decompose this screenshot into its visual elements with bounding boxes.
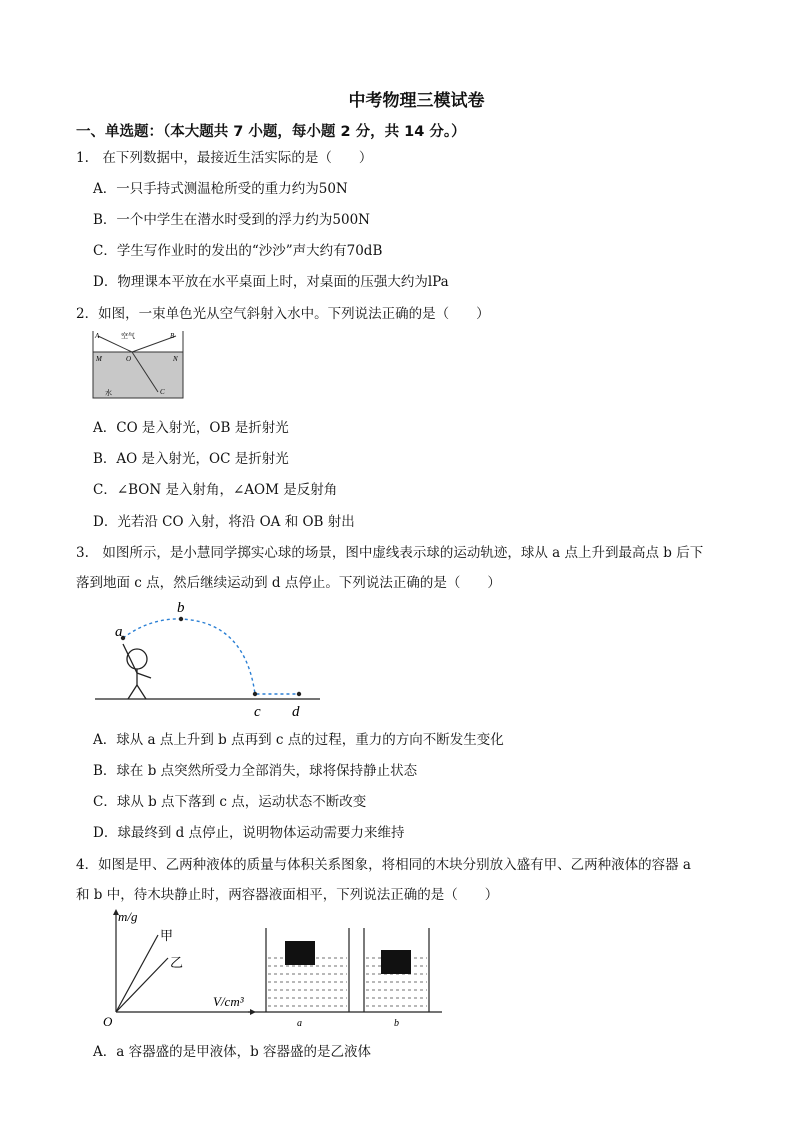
question-3-option-d: D．球最终到 d 点停止，说明物体运动需要力来维持	[93, 825, 405, 841]
label-b: b	[177, 600, 185, 616]
section-heading: 一、单选题：（本大题共 7 小题，每小题 2 分，共 14 分。）	[76, 124, 466, 140]
mass-volume-graph	[100, 905, 260, 1031]
point-b	[179, 617, 183, 621]
label-c: c	[254, 704, 261, 720]
container-b	[364, 928, 429, 1012]
point-c	[253, 692, 257, 696]
label-n: N	[173, 355, 178, 363]
question-3-option-c: C．球从 b 点下落到 c 点，运动状态不断改变	[93, 794, 367, 810]
graph-label-yi: 乙	[170, 955, 184, 970]
label-c: C	[160, 388, 165, 396]
question-4-option-a: A．a 容器盛的是甲液体，b 容器盛的是乙液体	[93, 1044, 372, 1060]
question-1-option-c: C．学生写作业时的发出的“沙沙”声大约有70dB	[93, 243, 383, 259]
wood-block-a	[285, 941, 315, 965]
graph-xlabel: V/cm³	[213, 994, 244, 1009]
question-2-option-b: B．AO 是入射光，OC 是折射光	[93, 451, 289, 467]
question-4-stem-line1: 4．如图是甲、乙两种液体的质量与体积关系图象，将相同的木块分别放入盛有甲、乙两种液体的容器 a	[76, 857, 691, 873]
trajectory-path	[123, 619, 299, 694]
label-b: B	[170, 332, 175, 340]
ball-throw-figure	[95, 600, 335, 720]
graph-label-jia: 甲	[160, 928, 174, 943]
label-m: M	[96, 355, 102, 363]
question-3-option-b: B．球在 b 点突然所受力全部消失，球将保持静止状态	[93, 763, 418, 779]
container-a	[266, 928, 349, 1012]
label-container-b: b	[394, 1018, 399, 1029]
question-4-stem-line2: 和 b 中，待木块静止时，两容器液面相平，下列说法正确的是（ ）	[76, 887, 499, 903]
question-1-option-d: D．物理课本平放在水平桌面上时，对桌面的压强大约为lPa	[93, 274, 449, 290]
question-1-option-b: B．一个中学生在潜水时受到的浮力约为500N	[93, 212, 370, 228]
label-container-a: a	[297, 1018, 302, 1029]
containers-figure	[246, 920, 446, 1030]
label-a: A	[95, 332, 100, 340]
point-d	[297, 692, 301, 696]
question-2-stem: 2．如图，一束单色光从空气斜射入水中。下列说法正确的是（ ）	[76, 306, 490, 322]
label-o: O	[126, 355, 132, 363]
question-1-stem: 1. 在下列数据中，最接近生活实际的是（ ）	[76, 150, 373, 166]
graph-ylabel: m/g	[118, 909, 138, 924]
question-3-option-a: A．球从 a 点上升到 b 点再到 c 点的过程，重力的方向不断发生变化	[93, 732, 504, 748]
page-title: 中考物理三模试卷	[348, 91, 485, 111]
question-3-stem-line1: 3. 如图所示，是小慧同学掷实心球的场景，图中虚线表示球的运动轨迹，球从 a 点上升到最高点 b 后下	[76, 545, 704, 561]
line-jia	[116, 935, 158, 1012]
question-3-stem-line2: 落到地面 c 点，然后继续运动到 d 点停止。下列说法正确的是（ ）	[76, 575, 501, 591]
question-2-option-a: A．CO 是入射光，OB 是折射光	[93, 420, 289, 436]
graph-origin: O	[103, 1014, 113, 1029]
question-2-option-c: C．∠BON 是入射角，∠AOM 是反射角	[93, 482, 338, 498]
wood-block-b	[381, 950, 411, 974]
label-a: a	[115, 624, 123, 640]
label-d: d	[292, 704, 300, 720]
label-air: 空气	[121, 332, 135, 340]
refraction-figure	[90, 328, 186, 400]
line-yi	[116, 958, 168, 1012]
label-water: 水	[105, 389, 112, 397]
question-2-option-d: D．光若沿 CO 入射，将沿 OA 和 OB 射出	[93, 514, 355, 530]
question-1-option-a: A．一只手持式测温枪所受的重力约为50N	[93, 181, 348, 197]
